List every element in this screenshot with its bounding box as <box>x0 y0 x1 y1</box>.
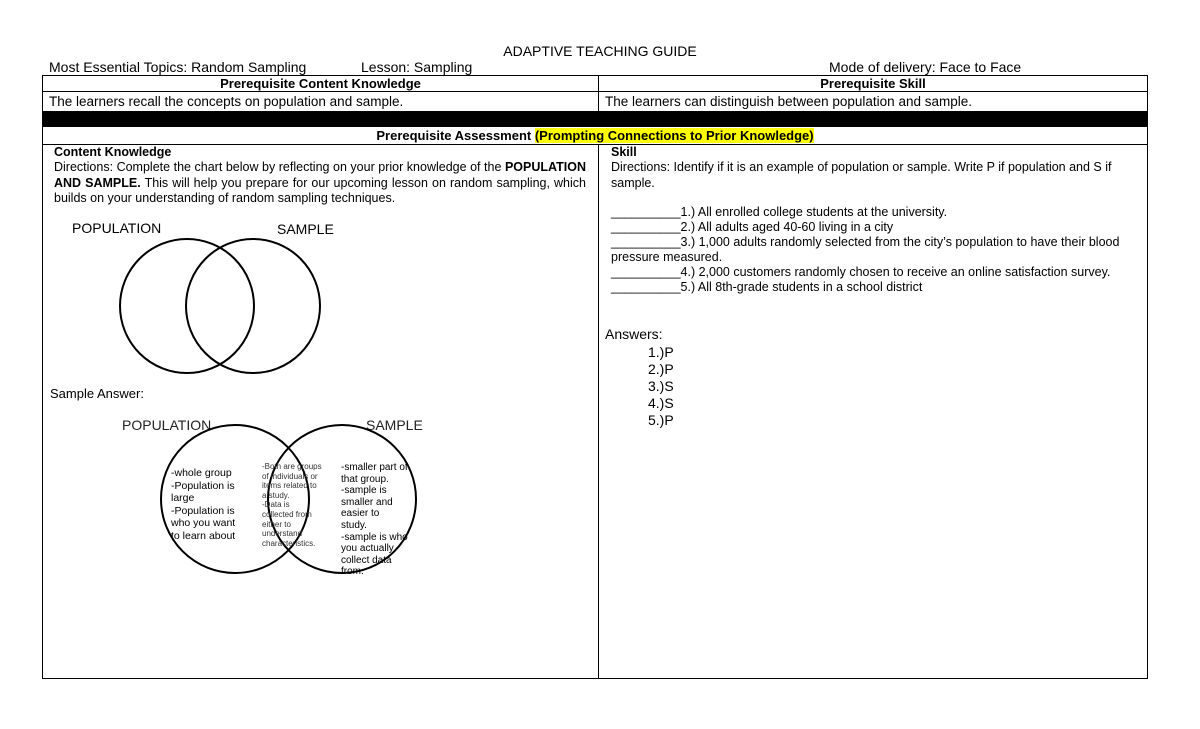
mode-of-delivery: Mode of delivery: Face to Face <box>829 59 1022 75</box>
blank-venn-diagram[interactable] <box>110 234 360 379</box>
skill-item: __________5.) All 8th-grade students in a school district <box>611 280 923 294</box>
skill-item: __________4.) 2,000 customers randomly chosen to receive an online satisfaction survey. <box>611 265 1111 279</box>
sample-line: from. <box>341 566 364 578</box>
population-line: -Population is <box>171 504 235 517</box>
overlap-line: a study. <box>262 490 290 500</box>
overlap-line: -Data is <box>262 500 290 510</box>
skill-prereq-text: The learners can distinguish between population and sample. <box>605 94 972 109</box>
assessment-title-highlight: (Prompting Connections to Prior Knowledge) <box>534 128 814 143</box>
skill-item: __________3.) 1,000 adults randomly selected from the city’s population to have their blood pressure measured. <box>611 235 1120 264</box>
answer-item: 4.)S <box>648 395 674 411</box>
sample-line: -sample is <box>341 485 387 497</box>
population-line: -Population is <box>171 479 235 492</box>
directions-emphasis: POPULATION AND SAMPLE. <box>54 160 586 190</box>
table-divider <box>42 144 1148 145</box>
table-divider <box>42 91 1148 92</box>
sample-line: you actually <box>341 543 394 555</box>
population-line: -whole group <box>171 467 232 479</box>
answer-item: 2.)P <box>648 361 674 377</box>
sample-line: -sample is who <box>341 531 408 543</box>
population-line: who you want <box>171 517 236 529</box>
assessment-title <box>43 128 1147 143</box>
skill-items <box>611 205 1141 295</box>
separator-bar <box>43 112 1147 127</box>
overlap-line: items related to <box>262 481 317 491</box>
overlap-line: either to <box>262 519 291 529</box>
skill-header: Prerequisite Skill <box>820 76 926 91</box>
content-prereq-text: The learners recall the concepts on population and sample. <box>49 94 404 109</box>
overlap-line: collected from <box>262 509 312 519</box>
lesson-label: Lesson: Sampling <box>361 59 473 75</box>
answer-item: 3.)S <box>648 378 674 394</box>
sample-line: study. <box>341 519 367 531</box>
venn-population-label: POPULATION <box>72 220 162 236</box>
assessment-title-main: Prerequisite Assessment <box>376 128 535 143</box>
directions-text: Directions: Complete the chart below by reflecting on your prior knowledge of the <box>54 160 505 174</box>
answers-label: Answers: <box>605 326 663 342</box>
population-description <box>171 467 235 542</box>
population-line: large <box>171 492 195 504</box>
topics-label: Most Essential Topics: Random Sampling <box>49 59 307 75</box>
answer-key <box>648 344 674 429</box>
overlap-line: of individuals or <box>262 471 318 481</box>
population-line: to learn about <box>171 529 236 542</box>
answer-item: 5.)P <box>648 412 674 428</box>
overlap-line: -Both are groups <box>262 462 322 471</box>
content-directions <box>54 160 586 207</box>
content-knowledge-heading: Content Knowledge <box>54 145 172 159</box>
sample-line: smaller and <box>341 496 393 508</box>
sample-description <box>341 462 408 578</box>
skill-heading: Skill <box>611 145 637 159</box>
skill-directions: Directions: Identify if it is an example of population or sample. Write P if population and S if sample. <box>611 160 1112 190</box>
sample-line: collect data <box>341 554 392 566</box>
answer-item: 1.)P <box>648 344 674 360</box>
overlap-line: characteristics. <box>262 538 316 548</box>
document-title: ADAPTIVE TEACHING GUIDE <box>503 43 697 59</box>
skill-item: __________2.) All adults aged 40-60 living in a city <box>611 220 894 234</box>
sample-line: -smaller part of <box>341 462 408 473</box>
overlap-line: understand <box>262 529 303 539</box>
content-knowledge-header: Prerequisite Content Knowledge <box>220 76 421 91</box>
skill-item: __________1.) All enrolled college students at the university. <box>611 205 948 219</box>
sample-venn-sample-label: SAMPLE <box>366 417 423 433</box>
sample-line: easier to <box>341 508 380 520</box>
overlap-description <box>262 462 322 548</box>
sample-answer-label: Sample Answer: <box>50 386 144 401</box>
venn-sample-label: SAMPLE <box>277 221 334 237</box>
sample-venn-population-label: POPULATION <box>122 417 212 433</box>
directions-text-continued: This will help you prepare for our upcoming lesson on random sampling, which builds on your understanding of random sampling techniques. <box>54 175 586 205</box>
sample-line: that group. <box>341 473 389 485</box>
column-divider <box>598 144 599 679</box>
